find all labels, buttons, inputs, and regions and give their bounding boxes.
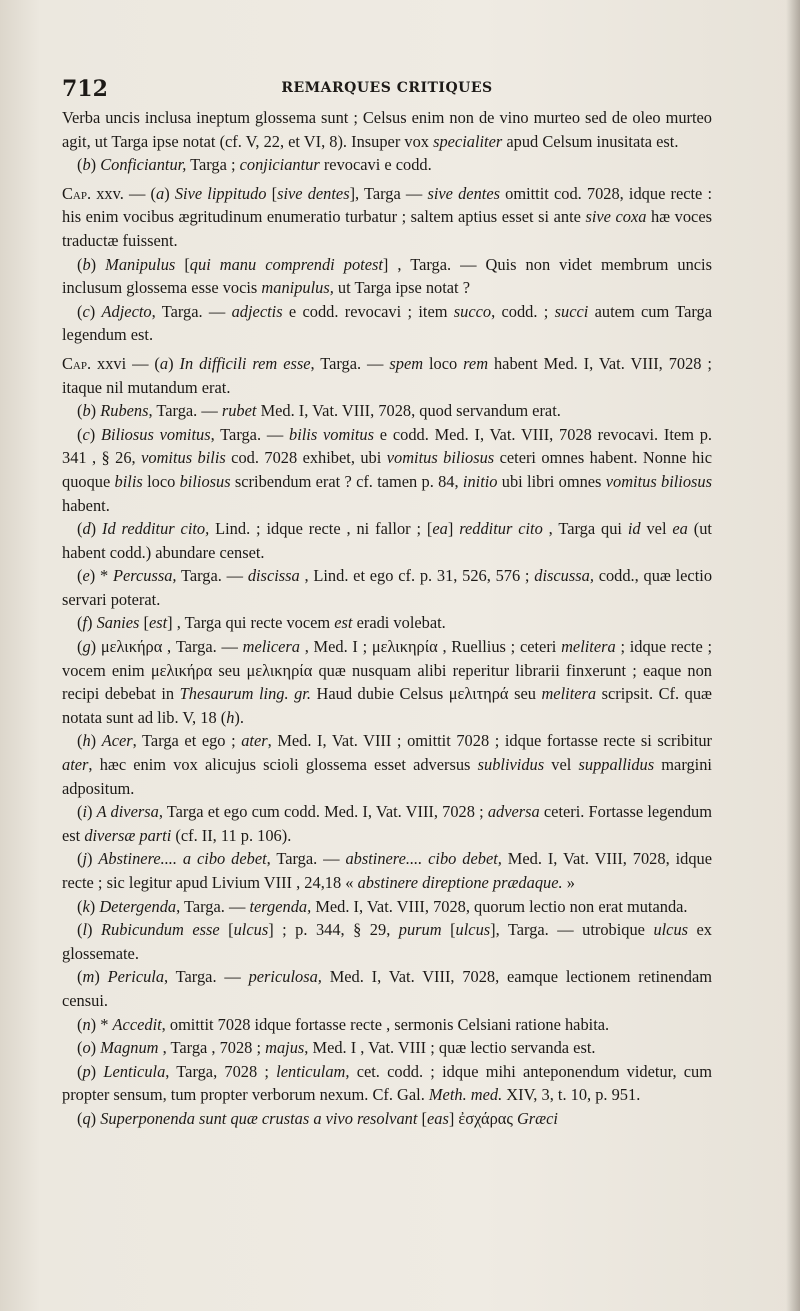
note-paragraph: (b) Rubens, Targa. — rubet Med. I, Vat. VIII, 7028, quod servandum erat. xyxy=(77,401,561,421)
page-header xyxy=(62,74,712,102)
note-paragraph: (d) Id redditur cito, Lind. ; idque recte , ni fallor ; [ea] redditur cito , Targa qui id vel ea (ut habent codd.) abundare censet. xyxy=(62,519,712,562)
note-paragraph: (l) Rubicundum esse [ulcus] ; p. 344, § 29, purum [ulcus], Targa. — utrobique ulcus ex glossemate. xyxy=(62,920,713,963)
note-paragraph: (p) Lenticula, Targa, 7028 ; lenticulam, cet. codd. ; idque mihi anteponendum videtur, cum propter sensum, tum propter verborum nexum. Cf. Gal. Meth. med. XIV, 3, t. 10, p. 951. xyxy=(62,1061,712,1105)
note-paragraph: (n) * Accedit, omittit 7028 idque fortasse recte , sermonis Celsiani ratione habita. xyxy=(77,1014,610,1034)
note-paragraph: Verba uncis inclusa ineptum glossema sunt ; Celsus enim non de vino murteo sed de oleo murteo agit, ut Targa ipse notat (cf. V, 22, et VI, 8). Insuper vox specialiter apud Celsum inusitata est. xyxy=(62,108,712,151)
note-paragraph: (c) Adjecto, Targa. — adjectis e codd. revocavi ; item succo, codd. ; succi autem cum Targa legendum est. xyxy=(62,301,713,345)
page-number: 712 xyxy=(62,76,108,102)
note-paragraph: (b) Manipulus [qui manu comprendi potest] , Targa. — Quis non videt membrum uncis inclusum glossema esse vocis manipulus, ut Targa ipse notat ? xyxy=(62,254,712,298)
note-paragraph: (m) Pericula, Targa. — periculosa, Med. I, Vat. VIII, 7028, eamque lectionem retinendam censui. xyxy=(62,967,712,1010)
note-paragraph: (o) Magnum , Targa , 7028 ; majus, Med. I , Vat. VIII ; quæ lectio servanda est. xyxy=(77,1038,596,1058)
note-paragraph: (k) Detergenda, Targa. — tergenda, Med. I, Vat. VIII, 7028, quorum lectio non erat mutanda. xyxy=(77,896,688,916)
note-paragraph: (b) Conficiantur, Targa ; conjiciantur revocavi e codd. xyxy=(77,155,432,175)
page-gutter-shadow xyxy=(786,0,800,1311)
note-paragraph: (g) μελικήρα , Targa. — melicera , Med. I ; μελικηρία , Ruellius ; ceteri melitera ; idque recte ; vocem enim μελικήρα seu μελικηρία quæ nusquam alibi reperitur librarii finxerunt ; eaque non recipi debebat in Thesaurum ling. gr. Haud dubie Celsus μελιτηρά seu melitera scripsit. Cf. quæ notata sunt ad lib. V, 18 (h). xyxy=(62,637,713,727)
note-paragraph: (e) * Percussa, Targa. — discissa , Lind. et ego cf. p. 31, 526, 576 ; discussa, codd., quæ lectio servari poterat. xyxy=(62,566,713,609)
note-paragraph: (j) Abstinere.... a cibo debet, Targa. — abstinere.... cibo debet, Med. I, Vat. VIII, 7028, idque recte ; sic legitur apud Livium VIII , 24,18 « abstinere direptione prædaque. » xyxy=(62,849,712,892)
page-body-text xyxy=(62,106,712,1131)
note-paragraph: (h) Acer, Targa et ego ; ater, Med. I, Vat. VIII ; omittit 7028 ; idque fortasse recte si scribitur ater, hæc enim vox alicujus scioli glossema esset adversus sublividus vel suppallidus margini adpositum. xyxy=(62,731,712,798)
note-paragraph: Cap. xxv. — (a) Sive lippitudo [sive dentes], Targa — sive dentes omittit cod. 7028, idque recte : his enim vocibus ægritudinum enumeratio turbatur ; saltem aptius esset si ante sive coxa hæ voces traductæ fuissent. xyxy=(62,183,713,250)
note-paragraph: (f) Sanies [est] , Targa qui recte vocem est eradi volebat. xyxy=(77,613,446,633)
note-paragraph: (c) Biliosus vomitus, Targa. — bilis vomitus e codd. Med. I, Vat. VIII, 7028 revocavi. Item p. 341 , § 26, vomitus bilis cod. 7028 exhibet, ubi vomitus biliosus ceteri omnes habent. Nonne hic quoque bilis loco biliosus scribendum erat ? cf. tamen p. 84, initio ubi libri omnes vomitus biliosus habent. xyxy=(62,424,713,515)
note-paragraph: (q) Superponenda sunt quæ crustas a vivo resolvant [eas] ἐσχάρας Græci xyxy=(77,1108,558,1128)
note-paragraph: Cap. xxvi — (a) In difficili rem esse, Targa. — spem loco rem habent Med. I, Vat. VIII, 7028 ; itaque nil mutandum erat. xyxy=(62,353,712,397)
running-title: REMARQUES CRITIQUES xyxy=(281,80,493,96)
note-paragraph: (i) A diversa, Targa et ego cum codd. Med. I, Vat. VIII, 7028 ; adversa ceteri. Fortasse legendum est diversæ parti (cf. II, 11 p. 106). xyxy=(62,802,712,845)
